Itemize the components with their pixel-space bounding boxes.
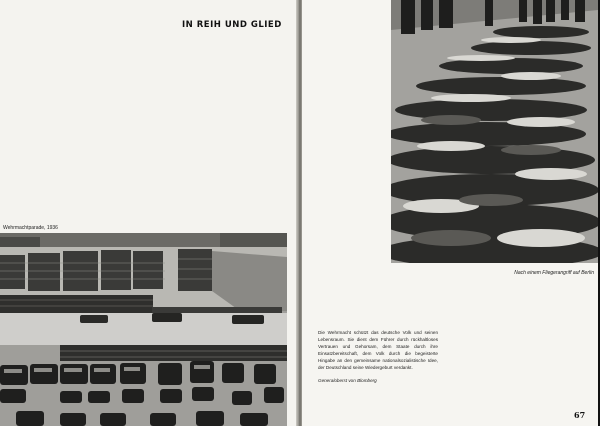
air-raid-photo-image [391,0,598,263]
parade-photo [0,233,287,426]
page-title: IN REIH UND GLIED [182,20,282,30]
parade-photo-caption: Wehrmachtparade, 1936 [3,225,58,231]
quote-author: Generaloberst von Blomberg [318,378,377,383]
air-raid-photo-caption: Nach einem Fliegerangriff auf Berlin [514,270,594,276]
parade-photo-image [0,233,287,426]
air-raid-photo [391,0,598,263]
page-number: 67 [574,410,586,420]
blomberg-quote: Die Wehrmacht schützt das deutsche Volk und seinen Lebensraum. Sie dient dem Führer durch rückhaltloses Vertrauen und Gehorsam, dem Staate durch ihre Einsatzbereitschaft, dem Volk durch die begeisterte Hingabe an den gemeinsame nationalsozialistische Idee, der Deutschland seine Wiedergeburt verdankt. [318,330,438,371]
